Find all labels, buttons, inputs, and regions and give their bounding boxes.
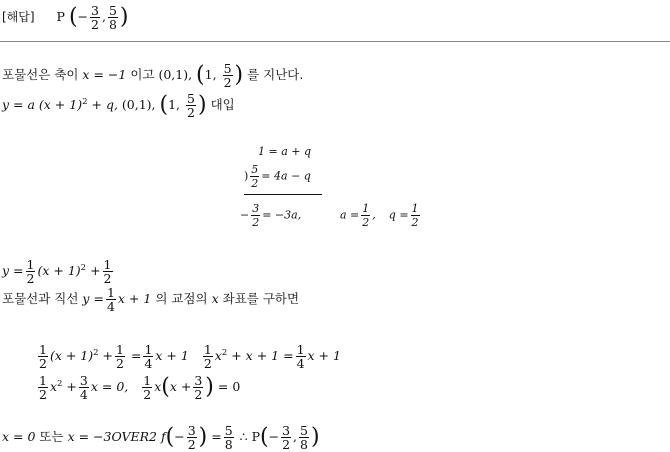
substitute-suffix: 대입	[210, 97, 235, 112]
axis-equation: x = −1	[82, 67, 127, 82]
general-form-tail: + q,	[91, 97, 118, 112]
parabola-equation: y = $\frac{1}{2}$ $(x + 1)^2$ + $\frac{1}{2}$	[2, 257, 112, 286]
system-eq2: ) $\frac{5}{2}$ = 4a − q	[244, 163, 311, 190]
solve-step-1: $\frac{1}{2}$ $(x + 1)^2$ + $\frac{1}{2}$ = $\frac{1}{4}$ x + 1 $\frac{1}{2}$ $x^2 + x + 1$ = $\frac{1}{4}$ x + 1	[39, 342, 341, 371]
intro-prefix: 포물선은 축이	[2, 67, 79, 82]
intro-mid: 이고	[130, 67, 155, 82]
substitute-point-a: (0,1),	[121, 97, 156, 112]
answer-label: [해답]	[2, 10, 35, 24]
subtraction-line	[244, 194, 322, 195]
answer-y-fraction: $\frac{5}{8}$	[108, 3, 117, 32]
substitute-point-b-y: $\frac{5}{2}$	[187, 91, 195, 120]
system-solution: a = $\frac{1}{2}$ , q = $\frac{1}{2}$	[340, 202, 419, 229]
answer-header: [해답] P (− $\frac{3}{2}$ , $\frac{5}{8}$ )	[2, 3, 129, 32]
therefore-point: ∴ P	[239, 429, 261, 444]
general-form: y = a (x + 1)	[2, 97, 83, 112]
intersection-line: 포물선과 직선 y = $\frac{1}{4}$ x + 1 의 교점의 x 좌표를 구하면	[2, 285, 300, 314]
substitute-point-b-x: 1,	[168, 97, 181, 112]
answer-x-fraction: $\frac{3}{2}$	[91, 3, 99, 32]
system-difference: − $\frac{3}{2}$ = −3a,	[240, 202, 302, 229]
intro-line: 포물선은 축이 x = −1 이고 (0,1), (1, $\frac{5}{2}$ ) 를 지난다.	[2, 61, 304, 90]
solve-step-2: $\frac{1}{2}$ $x^2$ + $\frac{3}{4}$ x = 0, $\frac{1}{2}$ x(x + $\frac{3}{2}$ ) = 0	[39, 373, 241, 402]
point-b-y-fraction: $\frac{5}{2}$	[223, 61, 232, 90]
point-a: (0,1),	[158, 67, 193, 82]
final-answer-line: x = 0 또는 x = −3OVER2 f(− $\frac{3}{2}$ ) = $\frac{5}{8}$ ∴ P(− $\frac{3}{2}$ , $\frac{5}{8}$ )	[2, 423, 320, 452]
header-divider	[0, 41, 670, 42]
intro-suffix: 를 지난다.	[247, 67, 304, 82]
system-eq1: 1 = a + q	[258, 145, 312, 158]
point-b-x: 1,	[204, 67, 217, 82]
substitute-line: y = a $(x + 1)^2 + q$, (0,1), (1, $\frac{5}{2}$ ) 대입	[2, 91, 235, 120]
answer-point-letter: P	[56, 9, 65, 24]
